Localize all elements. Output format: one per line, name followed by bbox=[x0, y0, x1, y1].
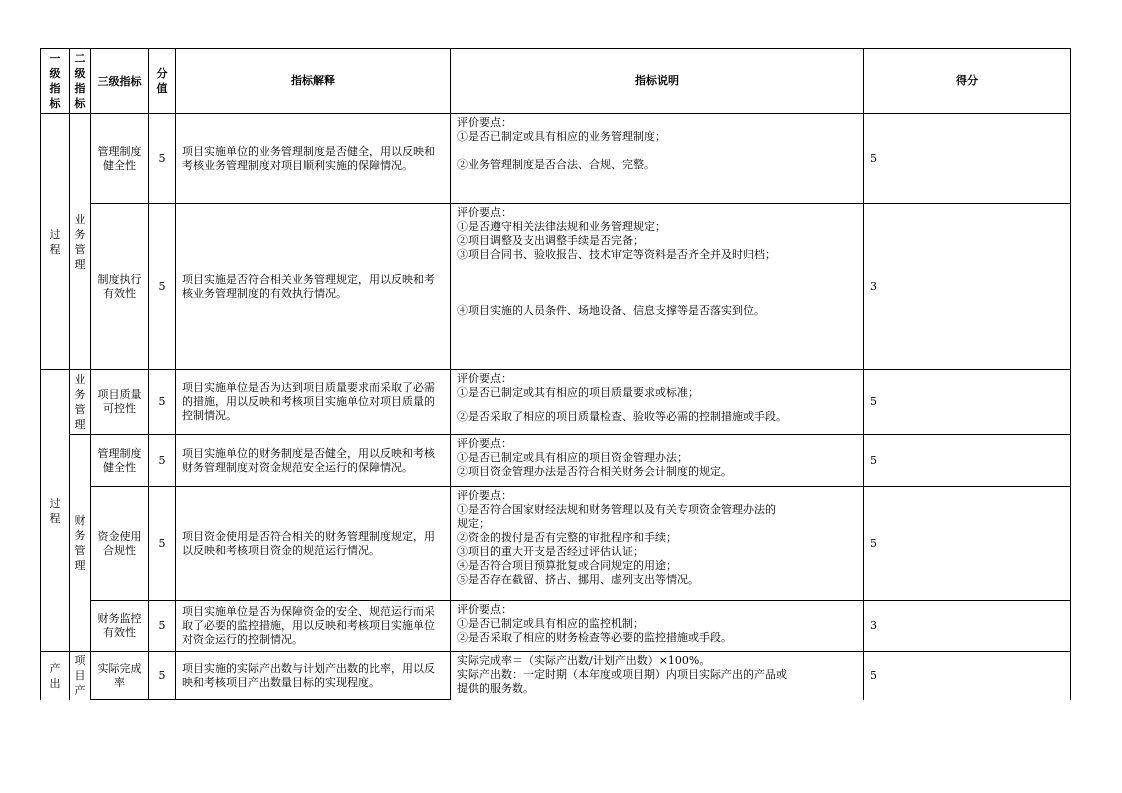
row6-explanation: 项目实施单位是否为保障资金的安全、规范运行而采取了必要的监控措施，用以反映和考核项目实施单位对资金运行的控制情况。 bbox=[176, 601, 451, 652]
row4-description: 评价要点： ①是否已制定或具有相应的项目资金管理办法； ②项目资金管理办法是否符合相关财务会计制度的规定。 bbox=[451, 435, 864, 487]
row5-description: 评价要点： ①是否符合国家财经法规和财务管理以及有关专项资金管理办法的 规定； ②资金的拨付是否有完整的审批程序和手续； ③项目的重大开支是否经过评估认证； ④是否符合项目预算批复或合同规定的用途； ⑤是否存在截留、挤占、挪用、虚列支出等情况。 bbox=[451, 487, 864, 601]
header-level3: 三级指标 bbox=[91, 49, 149, 114]
row5-score: 5 bbox=[864, 487, 1071, 601]
row5-explanation: 项目资金使用是否符合相关的财务管理制度规定，用以反映和考核项目资金的规范运行情况。 bbox=[176, 487, 451, 601]
row2-explanation: 项目实施是否符合相关业务管理规定，用以反映和考核业务管理制度的有效执行情况。 bbox=[176, 204, 451, 370]
header-points: 分值 bbox=[149, 49, 176, 114]
row2-level3: 制度执行有效性 bbox=[91, 204, 149, 370]
row7-level3: 实际完成率 bbox=[91, 652, 149, 700]
header-explanation: 指标解释 bbox=[176, 49, 451, 114]
group2-level2b: 财务管理 bbox=[70, 435, 91, 652]
row6-level3: 财务监控有效性 bbox=[91, 601, 149, 652]
row1-explanation: 项目实施单位的业务管理制度是否健全，用以反映和考核业务管理制度对项目顺利实施的保障情况。 bbox=[176, 114, 451, 204]
row1-score: 5 bbox=[864, 114, 1071, 204]
table-row bbox=[41, 204, 1071, 370]
header-description: 指标说明 bbox=[451, 49, 864, 114]
row1-points: 5 bbox=[149, 114, 176, 204]
row4-score: 5 bbox=[864, 435, 1071, 487]
table-row bbox=[41, 370, 1071, 435]
header-level2: 二级指标 bbox=[70, 49, 91, 114]
row6-points: 5 bbox=[149, 601, 176, 652]
table-row bbox=[41, 114, 1071, 204]
row5-level3: 资金使用合规性 bbox=[91, 487, 149, 601]
row7-points: 5 bbox=[149, 652, 176, 700]
row1-description: 评价要点： ①是否已制定或具有相应的业务管理制度； ②业务管理制度是否合法、合规、完整。 bbox=[451, 114, 864, 204]
group3-level2: 项目产 bbox=[70, 652, 91, 700]
row4-level3: 管理制度健全性 bbox=[91, 435, 149, 487]
row2-description: 评价要点： ①是否遵守相关法律法规和业务管理规定； ②项目调整及支出调整手续是否完备； ③项目合同书、验收报告、技术审定等资料是否齐全并及时归档； ④项目实施的人员条件、场地设备、信息支撑等是否落实到位。 bbox=[451, 204, 864, 370]
row7-description: 实际完成率＝（实际产出数/计划产出数）×100%。 实际产出数：一定时期（本年度或项目期）内项目实际产出的产品或 提供的服务数。 bbox=[451, 652, 864, 700]
table-row bbox=[41, 487, 1071, 601]
row7-explanation: 项目实施的实际产出数与计划产出数的比率，用以反映和考核项目产出数量目标的实现程度。 bbox=[176, 652, 451, 700]
group2-level2a: 业务管理 bbox=[70, 370, 91, 435]
row3-description: 评价要点： ①是否已制定或其有相应的项目质量要求或标准； ②是否采取了相应的项目质量检查、验收等必需的控制措施或手段。 bbox=[451, 370, 864, 435]
row2-points: 5 bbox=[149, 204, 176, 370]
row3-score: 5 bbox=[864, 370, 1071, 435]
row1-level3: 管理制度健全性 bbox=[91, 114, 149, 204]
row3-explanation: 项目实施单位是否为达到项目质量要求而采取了必需的措施，用以反映和考核项目实施单位对项目质量的控制情况。 bbox=[176, 370, 451, 435]
table-row bbox=[41, 435, 1071, 487]
row6-score: 3 bbox=[864, 601, 1071, 652]
row4-explanation: 项目实施单位的财务制度是否健全，用以反映和考核财务管理制度对资金规范安全运行的保障情况。 bbox=[176, 435, 451, 487]
row7-score: 5 bbox=[864, 652, 1071, 700]
group1-level2: 业务管理 bbox=[70, 114, 91, 370]
group2-level1: 过程 bbox=[41, 370, 70, 652]
row2-score: 3 bbox=[864, 204, 1071, 370]
row5-points: 5 bbox=[149, 487, 176, 601]
row3-points: 5 bbox=[149, 370, 176, 435]
evaluation-table bbox=[40, 48, 1071, 700]
table-row bbox=[41, 652, 1071, 700]
group3-level1: 产出 bbox=[41, 652, 70, 700]
row3-level3: 项目质量可控性 bbox=[91, 370, 149, 435]
header-row bbox=[41, 49, 1071, 114]
group1-level1: 过程 bbox=[41, 114, 70, 370]
row6-description: 评价要点： ①是否已制定或具有相应的监控机制； ②是否采取了相应的财务检查等必要的监控措施或手段。 bbox=[451, 601, 864, 652]
table-row bbox=[41, 601, 1071, 652]
header-score: 得分 bbox=[864, 49, 1071, 114]
header-level1: 一级指标 bbox=[41, 49, 70, 114]
row4-points: 5 bbox=[149, 435, 176, 487]
